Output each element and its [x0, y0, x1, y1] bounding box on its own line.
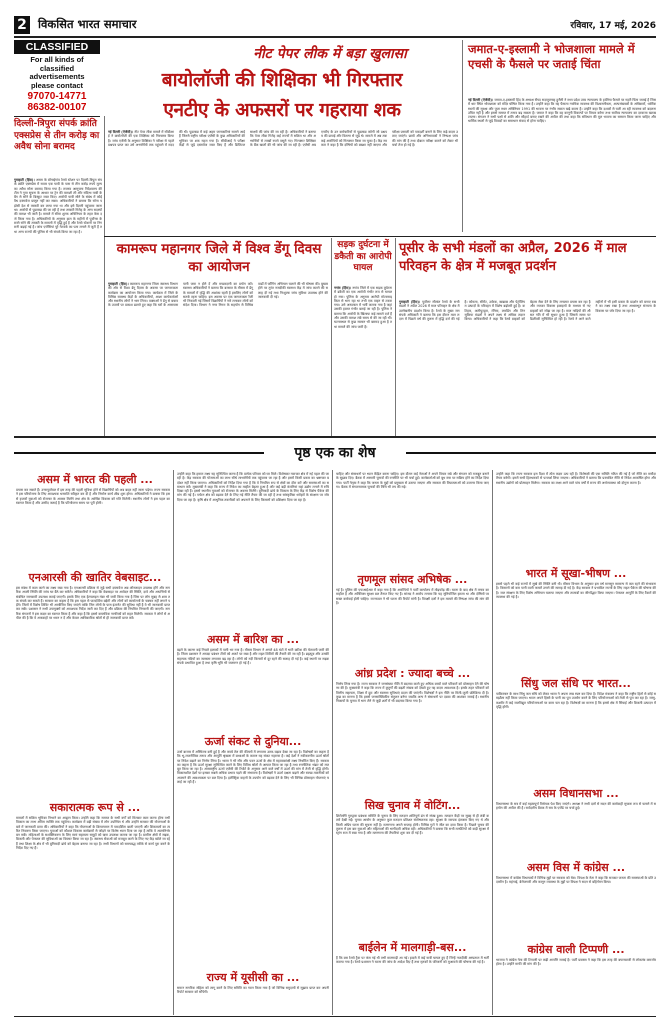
- continuation-headline: भारत में सूखा-भीषण ...: [525, 567, 627, 580]
- continuation-body: समान नागरिक संहिता को लागू करने के लिए समिति का गठन किया गया है जो विभिन्न समुदायों से सुझाव प्राप्त कर अपनी रिपोर्ट सरकार को सौंपेगी।: [177, 986, 329, 995]
- continuation-body: उन्होंने कहा कि राज्य सरकार इस दिशा में ठोस कदम उठा रही है। विशेषज्ञों की एक समिति गठित की गई है जो नीति का मसौदा तैयार करेगी। इसमें सभी हितधारकों से परामर्श लिया जाएगा। अधिकारियों ने बताया कि प्रस्तावित नीति से निवेश आकर्षित होगा और स्थानीय उद्योगों को प्रोत्साहन मिलेगा। सरकार का लक्ष्य आने वाले पांच वर्षों में राज्य की अर्थव्यवस्था को दोगुना करना है।: [496, 472, 656, 485]
- column-rule: [462, 40, 463, 232]
- left-story-body: गुवाहाटी (हिंस)। असम के बोंगाईगांव रेलवे स्टेशन पर दिल्ली-त्रिपुरा संपर्क क्रांति एक्सप्रेस में सवार एक यात्री के पास से तीन करोड़ रुपये मूल्य का अवैध सोना बरामद किया गया है। राजस्व आसूचना निदेशालय की टीम ने गुप्त सूचना के आधार पर ट्रेन की तलाशी ली और संदिग्ध यात्री के बैग से सोने के बिस्कुट जब्त किए। आरोपी यात्री सोने के संबंध में कोई वैध दस्तावेज प्रस्तुत नहीं कर सका। अधिकारियों ने बताया कि सोना पड़ोसी देश से तस्करी कर लाया गया था और इसे दिल्ली पहुंचाया जाना था। आरोपी से पूछताछ की जा रही है तथा तस्करी गिरोह के अन्य सदस्यों की तलाश भी जारी है। मामले में सीमा शुल्क अधिनियम के तहत केस दर्ज किया गया है। अधिकारियों के अनुसार हाल के महीनों में पूर्वोत्तर के रास्ते सोने की तस्करी के मामलों में वृद्धि हुई है और रेलवे स्टेशनों पर निगरानी बढ़ाई गई है। जांच एजेंसियां पूरे नेटवर्क का पता लगाने में जुटी हैं तथा अन्य राज्यों की पुलिस से भी संपर्क किया जा रहा है।: [14, 178, 102, 234]
- classified-phone: 86382-00107: [27, 102, 87, 113]
- issue-date: रविवार, 17 मई, 2026: [570, 21, 656, 31]
- freight-story-body: गुवाहाटी (हिंस)। पूर्वोत्तर सीमांत रेलवे के सभी मंडलों ने अप्रैल 2026 में माल परिवहन के क्षेत्र में उल्लेखनीय प्रदर्शन किया है। रेलवे के मुख्य जनसंपर्क अधिकारी ने बताया कि इस दौरान माल लदान में पिछले वर्ष की तुलना में वृद्धि दर्ज की गई है। कोयला, सीमेंट, उर्वरक, खाद्यान्न और पेट्रोलियम उत्पादों के परिवहन में विशेष बढ़ोतरी हुई है। कटिहार, अलीपुरद्वार, रंगिया, लमडिंग और तिनसुकिया मंडलों ने अपने लक्ष्य से अधिक लदान किया। अधिकारियों ने कहा कि रेलवे ग्राहकों को बेहतर सेवा देने के लिए लगातार प्रयास कर रहा है और व्यापार विकास इकाइयों के माध्यम से नए ग्राहकों को जोड़ा जा रहा है। माल गाड़ियों की औसत गति में भी सुधार हुआ है जिससे समय पर डिलीवरी सुनिश्चित हो रही है। रेलवे ने आने वाले महीनों में भी इसी प्रकार के प्रदर्शन को बनाए रखने का लक्ष्य रखा है तथा आधारभूत संरचना के विकास पर जोर दिया जा रहा है।: [399, 300, 656, 322]
- left-story-headline: दिल्ली-त्रिपुरा संपर्क क्रांति एक्सप्रेस से तीन करोड़ का अवैध सोना बरामद: [14, 119, 100, 152]
- classified-line: classified: [39, 63, 75, 73]
- continuation-body: भाजपा ने कांग्रेस नेता की टिप्पणी पर कड़ी आपत्ति जताई है। पार्टी प्रवक्ता ने कहा कि इस तरह की बयानबाजी से लोकतंत्र कमजोर होता है। उन्होंने माफी की मांग की है।: [496, 958, 656, 967]
- masthead-rule: [14, 36, 656, 38]
- continuation-headline: ऊर्जा संकट से दुनिया...: [204, 735, 302, 748]
- continuation-body: गई है। पुलिस की एफआईआर में कहा गया है कि आरोपियों ने पार्टी कार्यालय में तोड़फोड़ की। घटना के बाद क्षेत्र में तनाव का माहौल है और अतिरिक्त सुरक्षा बल तैनात किए गए हैं। सांसद ने आरोप लगाया कि यह सुनियोजित हमला था और दोषियों पर सख्त कार्रवाई होनी चाहिए। राज्यपाल ने भी घटना की रिपोर्ट मांगी है। विपक्षी दलों ने इस मामले की निष्पक्ष जांच की मांग की है।: [336, 588, 489, 605]
- classified-phone: 97070-14771: [27, 91, 87, 102]
- continuation-headline: एनआरसी की खातिर वेबसाइट...: [28, 571, 162, 584]
- column-rule: [14, 116, 100, 117]
- column-rule: [173, 470, 174, 1015]
- column-rule: [395, 238, 396, 436]
- page-number: 2: [14, 16, 30, 34]
- lead-story-headline: बायोलॉजी की शिक्षिका भी गिरफ्तार: [161, 69, 403, 91]
- continuation-headline: असम विधानसभा ...: [533, 787, 619, 800]
- dengue-story-body: गुवाहाटी (हिंस)। कामरूप महानगर जिला स्वास्थ्य विभाग की ओर से विश्व डेंगू दिवस के अवसर पर जागरूकता कार्यक्रम का आयोजन किया गया। कार्यक्रम में जिले के विभिन्न स्वास्थ्य केंद्रों के अधिकारियों, आशा कार्यकर्ताओं और स्थानीय लोगों ने भाग लिया। वक्ताओं ने डेंगू से बचाव के उपायों पर प्रकाश डालते हुए कहा कि घरों के आसपास पानी जमा न होने दें और मच्छरदानी का प्रयोग करें। स्वास्थ्य अधिकारियों ने बताया कि बरसात के मौसम में डेंगू के मामलों में वृद्धि की आशंका रहती है इसलिए लोगों को सतर्क रहना चाहिए। इस अवसर पर एक जागरूकता रैली भी निकाली गई जिसमें विद्यार्थियों ने नारे लगाकर लोगों को संदेश दिया। विभाग ने नगर निगम के सहयोग से विभिन्न वार्डों में फॉगिंग अभियान चलाने की भी घोषणा की। बुखार होने पर तुरंत नजदीकी स्वास्थ्य केंद्र में जांच कराने की सलाह दी गई तथा निःशुल्क जांच सुविधा उपलब्ध होने की जानकारी दी गई।: [108, 282, 328, 308]
- classified-line: please contact: [30, 80, 84, 90]
- classified-line: advertisements: [29, 72, 85, 81]
- continuation-headline: असम में भारत की पहली ...: [37, 473, 153, 486]
- continuation-headline: तृणमूल सांसद अभिषेक ...: [357, 573, 468, 586]
- continuation-body: विधानसभा के सत्र में कई महत्वपूर्ण विधेयक पेश किए जाएंगे। अध्यक्ष ने सभी दलों से सदन की कार्यवाही सुचारू रूप से चलाने में सहयोग की अपील की है। सर्वदलीय बैठक में सत्र के एजेंडे पर चर्चा हुई।: [496, 802, 656, 811]
- continuation-body: मामलों में सक्रिय भूमिका निभाने का आह्वान किया। उन्होंने कहा कि समाज के सभी वर्गों को मिलकर काम करना होगा तभी विकास का लाभ अंतिम व्यक्ति तक पहुंचेगा। कार्यक्रम में बड़ी संख्या में लोग उपस्थित थे और उन्होंने सरकार की योजनाओं के बारे में जानकारी प्राप्त की। अधिकारियों ने कहा कि योजनाओं के क्रियान्वयन में पारदर्शिता बरती जाएगी और शिकायतों का त्वरित निवारण किया जाएगा। युवाओं को कौशल विकास कार्यक्रमों से जोड़ने पर विशेष ध्यान दिया जा रहा है ताकि वे आत्मनिर्भर बन सकें। महिलाओं के सशक्तिकरण के लिए स्वयं सहायता समूहों को ऋण उपलब्ध कराया जा रहा है। ग्रामीण क्षेत्रों में सड़क, बिजली और पेयजल की सुविधाओं का विस्तार किया जा रहा है। स्वास्थ्य सेवाओं को मजबूत करने के लिए नए केंद्र खोले जा रहे हैं तथा शिक्षा के क्षेत्र में भी बुनियादी ढांचे को बेहतर बनाया जा रहा है। सभी विभागों को समयबद्ध तरीके से कार्य पूरा करने के निर्देश दिए गए हैं।: [16, 816, 170, 851]
- continuation-body: इससे पहले भी कई राज्यों में सूखे की स्थिति बनी थी। मौसम विभाग के अनुसार इस वर्ष मानसून सामान्य से कम रहने की संभावना है। किसानों को कम पानी वाली फसलें उगाने की सलाह दी गई है। केंद्र सरकार ने प्रभावित राज्यों के लिए राहत पैकेज की घोषणा की है। जल संरक्षण के लिए विशेष अभियान चलाया जाएगा और तालाबों का जीर्णोद्धार किया जाएगा। पेयजल आपूर्ति के लिए टैंकरों की व्यवस्था की गई है।: [496, 582, 656, 599]
- continuation-headline: सिख चुनाव में वोटिंग...: [364, 799, 461, 812]
- crash-story-body: नगांव (हिंस)। नगांव जिले में एक सड़क दुर्घटना में डकैती का एक आरोपी गंभीर रूप से घायल हो गया। पुलिस के अनुसार आरोपी मोटरसाइकिल से भाग रहा था तभी एक वाहन से टकरा गया। उसे अस्पताल में भर्ती कराया गया है जहां उसकी हालत गंभीर बताई जा रही है। पुलिस ने बताया कि आरोपी के खिलाफ कई मामले दर्ज हैं और उसकी तलाश लंबे समय से की जा रही थी। घटनास्थल से कुछ सामान भी बरामद हुआ है तथा मामले की जांच जारी है।: [334, 286, 392, 329]
- footer-rule: [14, 1016, 656, 1017]
- continuation-body: उर्जा बाजार में अस्थिरता बनी हुई है और कच्चे तेल की कीमतों में लगातार उतार-चढ़ाव देखा जा रहा है। विशेषज्ञों का कहना है कि भू-राजनीतिक तनाव और आपूर्ति श्रृंखला में बाधाओं के कारण यह संकट गहराया है। कई देशों ने नवीकरणीय ऊर्जा स्रोतों पर निवेश बढ़ाने का निर्णय लिया है। भारत ने भी सौर और पवन ऊर्जा के क्षेत्र में महत्वाकांक्षी लक्ष्य निर्धारित किए हैं। सरकार का कहना है कि ऊर्जा सुरक्षा सुनिश्चित करने के लिए विविध स्रोतों से आयात किया जा रहा है तथा रणनीतिक भंडार को मजबूत किया जा रहा है। अंतरराष्ट्रीय ऊर्जा एजेंसी की रिपोर्ट के अनुसार आने वाले वर्षों में ऊर्जा की मांग में तेजी से वृद्धि होगी। विकासशील देशों पर इसका सबसे अधिक प्रभाव पड़ने की संभावना है। विशेषज्ञों ने ऊर्जा दक्षता बढ़ाने और स्वच्छ तकनीकों को अपनाने की आवश्यकता पर बल दिया है। इलेक्ट्रिक वाहनों के उपयोग को बढ़ावा देने के लिए भी विभिन्न प्रोत्साहन योजनाएं चलाई जा रही हैं।: [177, 750, 329, 785]
- classified-box: [14, 40, 100, 112]
- paper-name: विकसित भारत समाचार: [38, 17, 137, 31]
- continuation-body: निर्णय लिया गया है। राज्य सरकार ने जनसंख्या नीति में बदलाव करते हुए अधिक बच्चों वाले परिवारों को प्रोत्साहन देने की घोषणा की है। मुख्यमंत्री ने कहा कि राज्य में बुजुर्गों की बढ़ती संख्या को देखते हुए यह कदम आवश्यक है। इसके तहत परिवारों को वित्तीय सहायता, शिक्षा में छूट और स्वास्थ्य सुविधाएं प्रदान की जाएंगी। विशेषज्ञों ने इस नीति पर मिली-जुली प्रतिक्रिया दी है। कुछ का मानना है कि इससे जनसांख्यिकीय संतुलन बनेगा जबकि अन्य ने संसाधनों पर दबाव की आशंका जताई है। स्थानीय निकायों के चुनाव में भाग लेने से जुड़ी शर्तों में भी बदलाव किया गया है।: [336, 682, 489, 704]
- column-rule: [492, 470, 493, 1015]
- section-rule: [14, 436, 656, 438]
- continuation-body: शिरोमणि गुरुद्वारा प्रबंधक समिति के चुनाव के लिए मतदान शांतिपूर्ण ढंग से संपन्न हुआ। मतदान केंद्रों पर सुबह से ही लंबी कतारें देखी गईं। चुनाव आयोग के अनुसार कुल मतदान प्रतिशत संतोषजनक रहा। सुरक्षा के व्यापक इंतजाम किए गए थे और किसी अप्रिय घटना की सूचना नहीं है। मतगणना अगले सप्ताह होगी। विभिन्न गुटों ने जीत का दावा किया है। पिछले चुनाव की तुलना में इस बार युवाओं और महिलाओं की भागीदारी अधिक रही। अधिकारियों ने बताया कि सभी मतपेटियों को कड़ी सुरक्षा में स्ट्रांग रूम में रखा गया है और मतगणना की तैयारियां शुरू कर दी गई हैं।: [336, 814, 489, 836]
- continuation-headline: सिंधु जल संधि पर भारत...: [521, 677, 631, 690]
- continuation-headline: कांग्रेस वाली टिप्पणी ...: [527, 943, 625, 956]
- column-rule: [331, 238, 332, 436]
- continuation-headline: असम में बारिश का ...: [206, 633, 300, 646]
- continuation-body: विधानसभा में कांग्रेस विधायकों ने विभिन्न मुद्दों पर सरकार को घेरा। विपक्ष के नेता ने कहा कि सरकार जनता की समस्याओं के प्रति उदासीन है। महंगाई, बेरोजगारी और कानून व्यवस्था के मुद्दों पर विपक्ष ने सदन से बहिर्गमन किया।: [496, 876, 656, 885]
- lead-story-subheadline: एनटीए के अफसरों पर गहराया शक: [163, 99, 401, 121]
- continuation-body: पाकिस्तान के साथ सिंधु जल संधि को लेकर भारत ने अपना रुख स्पष्ट कर दिया है। विदेश मंत्रालय ने कहा कि राष्ट्रीय हितों से कोई समझौता नहीं किया जाएगा। भारत अपने हिस्से के पानी का पूरा उपयोग करने के लिए परियोजनाओं को तेजी से पूरा कर रहा है। जम्मू-कश्मीर में कई जलविद्युत परियोजनाओं पर काम चल रहा है। विशेषज्ञों का मानना है कि इससे क्षेत्र में सिंचाई और बिजली उत्पादन में वृद्धि होगी।: [496, 692, 656, 709]
- freight-story-headline: पूसीर के सभी मंडलों का अप्रैल, 2026 में माल परिवहन के क्षेत्र में मजबूत प्रदर्शन: [399, 241, 627, 274]
- right-story-body: नई दिल्ली (ऐजेंसी)। जमात-ए-इस्लामी हिंद के अध्यक्ष सैयद सदातुल्लाह हुसैनी ने मध्य प्रदेश उच्च न्यायालय के हालिया फैसले पर गहरी चिंता जताई है जिसमें धार स्थित भोजशाला को मंदिर घोषित किया गया है। उन्होंने कहा कि यह फैसला न्यायिक व्यवस्था की विश्वसनीयता, अल्पसंख्यकों के अधिकारों, धार्मिक स्थलों की सुरक्षा और पूजा स्थल अधिनियम 1991 की भावना पर गंभीर सवाल खड़े करता है। उन्होंने कहा कि दशकों से चली आ रही व्यवस्था को बदलना उचित नहीं है और इससे समाज में तनाव बढ़ सकता है। जमात ने कहा कि वह कानूनी विकल्पों पर विचार करेगा तथा सर्वोच्च न्यायालय का दरवाजा खटखटाएगा। संगठन ने सभी पक्षों से शांति और सौहार्द बनाए रखने की अपील की तथा कहा कि संविधान की मूल भावना का सम्मान किया जाना चाहिए और धार्मिक स्थलों से जुड़े विवादों का समाधान संवाद से होना चाहिए।: [468, 98, 656, 124]
- lead-story-body: नई दिल्ली (ऐजेंसी)। नीट पेपर लीक मामले में सीबीआई ने बायोलॉजी की एक शिक्षिका को गिरफ्तार किया है। जांच एजेंसी के अनुसार शिक्षिका ने परीक्षा से पहले प्रश्नपत्र प्राप्त कर उसे अभ्यर्थियों तक पहुंचाने में मदद की थी। पूछताछ में कई अहम जानकारियां सामने आई हैं जिनसे राष्ट्रीय परीक्षा एजेंसी के कुछ अधिकारियों की भूमिका पर शक गहरा गया है। सीबीआई ने परीक्षा केंद्रों से जुड़े दस्तावेज जब्त किए हैं और डिजिटल साक्ष्यों की जांच की जा रही है। अधिकारियों ने बताया कि पेपर लीक गिरोह कई राज्यों में सक्रिय था और अभ्यर्थियों से लाखों रुपये वसूले गए। गिरफ्तार शिक्षिका के बैंक खातों की भी जांच की जा रही है। एजेंसी अब एनटीए के उन कर्मचारियों से पूछताछ करेगी जो प्रश्नपत्र की छपाई और वितरण से जुड़े थे। मामले में अब तक कई आरोपियों को गिरफ्तार किया जा चुका है। केंद्र सरकार ने कहा है कि दोषियों को बख्शा नहीं जाएगा और परीक्षा प्रणाली को पारदर्शी बनाने के लिए कड़े कदम उठाए जाएंगे। छात्रों और अभिभावकों ने निष्पक्ष जांच की मांग की है तथा दोबारा परीक्षा कराने को लेकर भी चर्चा तेज हो गई है।: [108, 130, 458, 147]
- continuation-body: प्रयास कर सकते हैं। उत्तरपूर्वांचल में इस तरह की पहली सुविधा होने से विद्यार्थियों को अब बाहर नहीं जाना पड़ेगा। राज्य सरकार ने इस परियोजना के लिए आवश्यक धनराशि स्वीकृत कर दी है और निर्माण कार्य शीघ्र शुरू होगा। अधिकारियों ने बताया कि इससे हजारों युवाओं को रोजगार के अवसर मिलेंगे तथा क्षेत्र के आर्थिक विकास को गति मिलेगी। स्थानीय लोगों ने इस पहल का स्वागत किया है और उम्मीद जताई है कि परियोजना समय पर पूरी होगी।: [16, 488, 170, 505]
- continuation-body: उन्होंने कहा कि हमारा लक्ष्य यह सुनिश्चित करना है कि प्रत्येक परिवार को घर मिले। विशेषकर नवाचार क्षेत्र में नई पहल की जा रही है। केंद्र सरकार की योजनाओं का लाभ सीधे लाभार्थियों तक पहुंचाया जा रहा है और इसमें किसी प्रकार का भ्रष्टाचार बर्दाश्त नहीं किया जाएगा। अधिकारियों को निर्देश दिया गया है कि वे नियमित रूप से क्षेत्रों का दौरा करें और समस्याओं का समाधान करें। मुख्यमंत्री ने कहा कि राज्य में निवेश का माहौल बेहतर हुआ है और कई बड़ी कंपनियां यहां उद्योग लगाने में रुचि दिखा रही हैं। इससे स्थानीय युवाओं को रोजगार के अवसर मिलेंगे। बुनियादी ढांचे के विकास के लिए केंद्र से विशेष पैकेज की मांग की गई है। पर्यटन क्षेत्र को बढ़ावा देने के लिए नई नीति तैयार की जा रही है तथा सांस्कृतिक धरोहरों के संरक्षण पर जोर दिया जा रहा है। कृषि क्षेत्र में आधुनिक तकनीकों को अपनाने के लिए किसानों को प्रशिक्षण दिया जा रहा है।: [177, 472, 329, 502]
- right-story-headline: जमात-ए-इस्लामी ने भोजशाला मामले में एचसी के फैसले पर जताई चिंता: [468, 42, 635, 71]
- continuation-body: बढ़ने के कारण कई निचले इलाकों में पानी भर गया है। मौसम विभाग ने अगले 48 घंटों में भारी बारिश की चेतावनी जारी की है। जिला प्रशासन ने आपदा प्रबंधन टीमों को अलर्ट पर रखा है और राहत शिविरों की तैयारी की जा रही है। ब्रह्मपुत्र और उसकी सहायक नदियों का जलस्तर लगातार बढ़ रहा है। लोगों को नदी किनारों से दूर रहने की सलाह दी गई है। कई स्थानों पर सड़क संपर्क प्रभावित हुआ है तथा कृषि भूमि भी जलमग्न हो गई है।: [177, 648, 329, 665]
- classified-line: For all kinds of: [30, 55, 84, 64]
- section-title: पृष्ठ एक का शेष: [264, 441, 406, 465]
- continuation-headline: बाईलेन में मालगाड़ी-बस...: [358, 941, 467, 954]
- lead-story-kicker: नीट पेपर लीक में बड़ा खुलासा: [253, 46, 407, 62]
- crash-story-headline: सड़क दुर्घटना में डकैती का आरोपी घायल: [334, 240, 392, 273]
- section-banner: [14, 440, 656, 468]
- continuation-headline: आंध्र प्रदेश : ज्यादा बच्चे ...: [354, 667, 471, 680]
- continuation-headline: राज्य में यूसीसी का ...: [206, 971, 300, 984]
- continuation-body: इस संबंध में काम करने का लक्ष्य रखा गया है। एनआरसी प्रक्रिया से जुड़े सभी दस्तावेज अब ऑनलाइन उपलब्ध होंगे और नागरिक अपनी स्थिति की जांच घर बैठे कर सकेंगे। अधिकारियों ने कहा कि वेबसाइट पर आवेदन की स्थिति, दावे और आपत्तियों से संबंधित जानकारी उपलब्ध कराई जाएगी। इसके लिए एक हेल्पलाइन नंबर भी जारी किया गया है जिस पर लोग सुबह से शाम तक संपर्क कर सकते हैं। सरकार का कहना है कि इस पहल से पारदर्शिता बढ़ेगी और लोगों को कार्यालयों के चक्कर नहीं लगाने पड़ेंगे। जिलों में विशेष शिविर भी आयोजित किए जाएंगे ताकि जिन लोगों के पास इंटरनेट की सुविधा नहीं है वे भी जानकारी प्राप्त कर सकें। प्रशासन ने सभी उपायुक्तों को आवश्यक निर्देश जारी कर दिए हैं और प्रक्रिया की नियमित निगरानी की जाएगी। नागरिक संगठनों ने इस कदम का स्वागत किया है और कहा है कि इससे वास्तविक नागरिकों को राहत मिलेगी। सरकार ने लोगों से अपील की है कि वे अफवाहों पर ध्यान न दें और केवल आधिकारिक स्रोतों से ही जानकारी प्राप्त करें।: [16, 586, 170, 621]
- continuation-body: चाहिए और संसाधनों पर ध्यान केंद्रित करना चाहिए। इस दौरान कई नेताओं ने अपने विचार रखे और संगठन को मजबूत बनाने के सुझाव दिए। बैठक में आगामी चुनावों की रणनीति पर भी चर्चा हुई। कार्यकर्ताओं को बूथ स्तर पर सक्रिय होने का निर्देश दिया गया। पार्टी नेतृत्व ने कहा कि जनता के मुद्दों को प्रमुखता से उठाया जाएगा और सरकार की विफलताओं को उजागर किया जाएगा। बैठक में संगठनात्मक चुनावों की तिथि भी तय की गई।: [336, 472, 489, 489]
- continuation-headline: सकारात्मक रूप से ...: [49, 801, 141, 814]
- column-rule: [332, 470, 333, 1015]
- column-rule: [104, 116, 105, 436]
- continuation-headline: असम विस में कांग्रेस ...: [526, 861, 626, 874]
- masthead: [14, 16, 656, 36]
- section-rule: [104, 236, 656, 237]
- continuation-body: हैं कि बस रेलवे ट्रैक पर फंस गई थी तभी मालगाड़ी आ गई। हादसे में कई यात्री घायल हुए हैं जिन्हें नजदीकी अस्पताल में भर्ती कराया गया है। रेलवे प्रशासन ने घटना की जांच के आदेश दिए हैं तथा मृतकों के परिजनों को मुआवजे की घोषणा की गई है।: [336, 956, 489, 965]
- classified-title: CLASSIFIED: [14, 40, 100, 54]
- dengue-story-headline: कामरूप महानगर जिले में विश्व डेंगू दिवस का आयोजन: [116, 241, 322, 275]
